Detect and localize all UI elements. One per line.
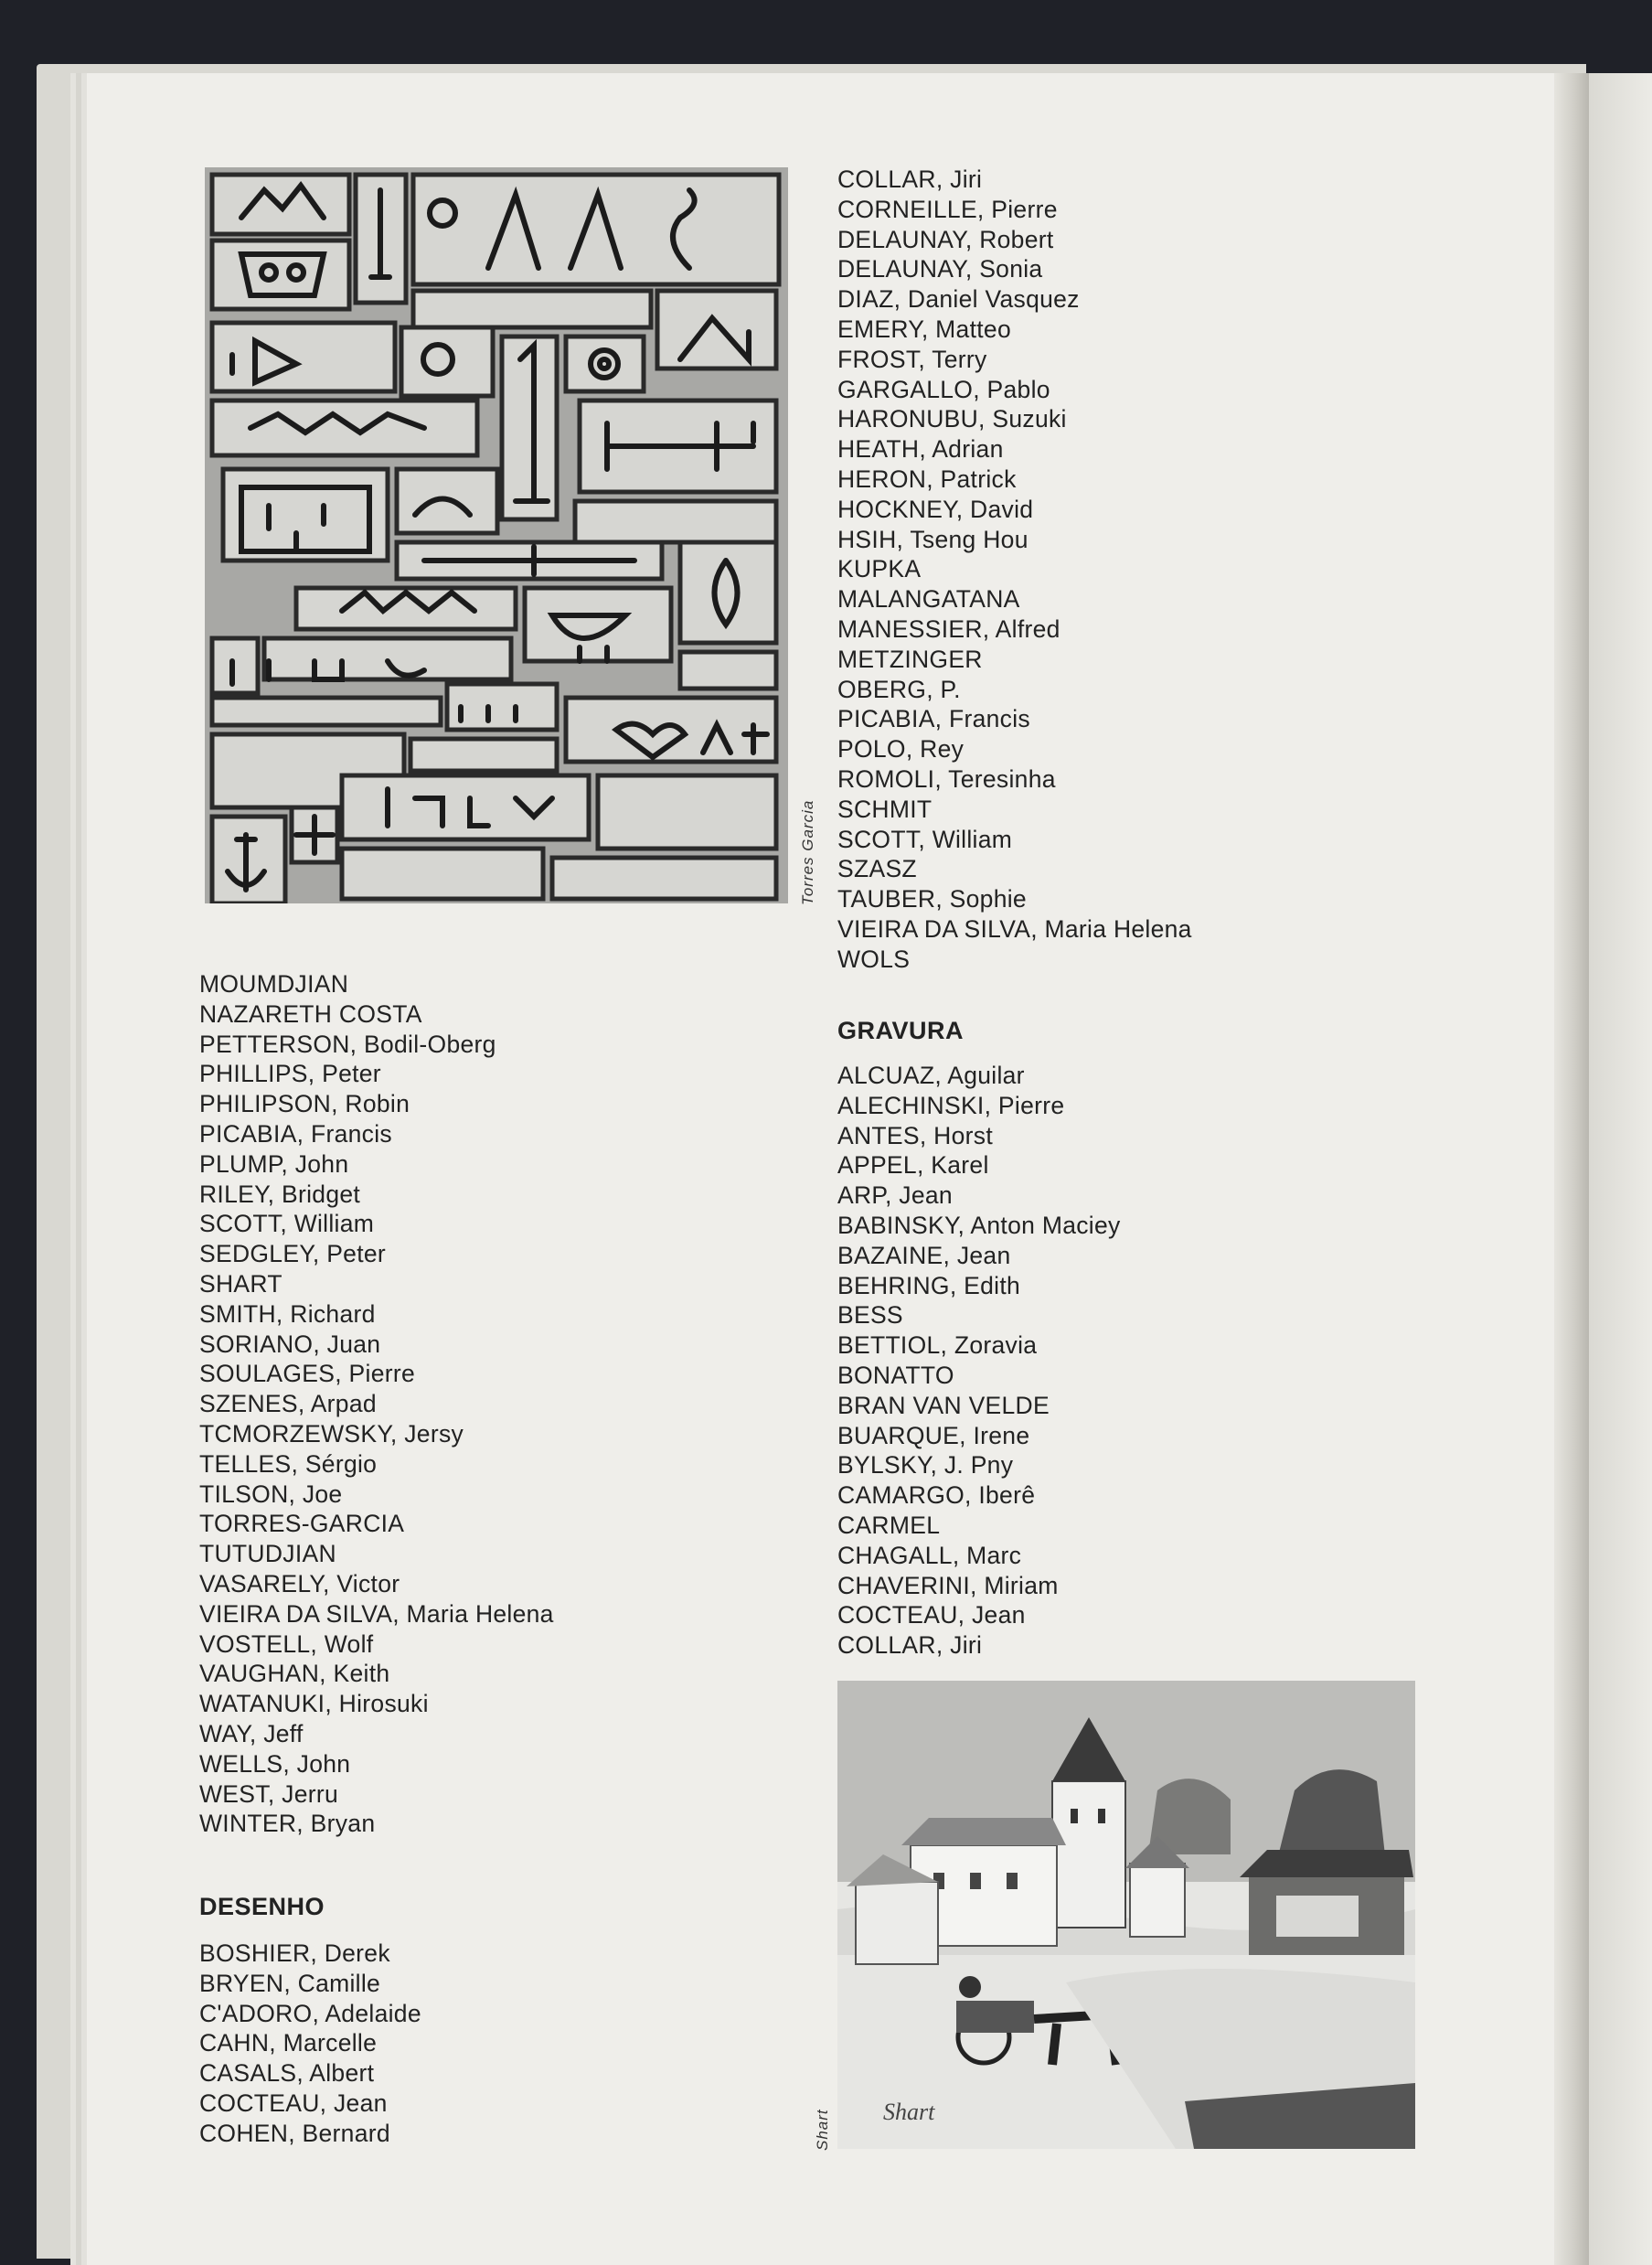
left-artist-list bbox=[199, 969, 554, 1839]
list-item: SEDGLEY, Peter bbox=[199, 1240, 387, 1268]
list-item: FROST, Terry bbox=[837, 345, 987, 373]
list-item: COLLAR, Jiri bbox=[837, 166, 983, 193]
list-item: ROMOLI, Teresinha bbox=[837, 764, 1056, 793]
list-item: PETTERSON, Bodil-Oberg bbox=[199, 1030, 496, 1058]
list-item: COLLAR, Jiri bbox=[837, 1631, 983, 1660]
torres-garcia-grid bbox=[205, 167, 788, 903]
list-item: SCOTT, William bbox=[199, 1210, 375, 1238]
list-item: RILEY, Bridget bbox=[199, 1180, 361, 1208]
list-item: CAMARGO, Iberê bbox=[837, 1481, 1036, 1510]
list-item: PHILIPSON, Robin bbox=[199, 1090, 410, 1118]
list-item: MALANGATANA bbox=[837, 585, 1020, 614]
list-item: VIEIRA DA SILVA, Maria Helena bbox=[199, 1599, 554, 1628]
list-item: BABINSKY, Anton Maciey bbox=[837, 1211, 1121, 1239]
list-item: CORNEILLE, Pierre bbox=[837, 195, 1058, 223]
list-item: CAHN, Marcelle bbox=[199, 2029, 378, 2057]
list-item: DELAUNAY, Sonia bbox=[837, 255, 1043, 283]
list-item: HARONUBU, Suzuki bbox=[837, 405, 1067, 433]
list-item: PICABIA, Francis bbox=[837, 705, 1030, 733]
list-item: WELLS, John bbox=[199, 1749, 351, 1778]
list-item: SCHMIT bbox=[837, 795, 933, 823]
list-item: WINTER, Bryan bbox=[199, 1810, 376, 1838]
list-item: COHEN, Bernard bbox=[199, 2119, 390, 2147]
list-item: TORRES-GARCIA bbox=[199, 1510, 405, 1538]
list-item: BUARQUE, Irene bbox=[837, 1421, 1030, 1449]
list-item: CHAVERINI, Miriam bbox=[837, 1571, 1059, 1599]
list-item: DELAUNAY, Robert bbox=[837, 225, 1054, 253]
list-item: DIAZ, Daniel Vasquez bbox=[837, 285, 1080, 314]
list-item: SORIANO, Juan bbox=[199, 1330, 381, 1358]
list-item: BEHRING, Edith bbox=[837, 1271, 1021, 1299]
list-item: TELLES, Sérgio bbox=[199, 1449, 378, 1478]
list-item: BOSHIER, Derek bbox=[199, 1939, 390, 1967]
list-item: C'ADORO, Adelaide bbox=[199, 1999, 421, 2027]
list-item: SCOTT, William bbox=[837, 825, 1013, 853]
facing-page-edge bbox=[1589, 73, 1652, 2265]
list-item: PICABIA, Francis bbox=[199, 1119, 392, 1148]
list-item: SZASZ bbox=[837, 855, 917, 883]
desenho-heading: DESENHO bbox=[199, 1893, 325, 1920]
list-item: BYLSKY, J. Pny bbox=[837, 1451, 1014, 1480]
list-item: VOSTELL, Wolf bbox=[199, 1629, 374, 1658]
list-item: BRAN VAN VELDE bbox=[837, 1391, 1050, 1419]
list-item: METZINGER bbox=[837, 645, 983, 673]
list-item: CARMEL bbox=[837, 1511, 941, 1539]
list-item: MOUMDJIAN bbox=[199, 970, 349, 998]
list-item: PHILLIPS, Peter bbox=[199, 1060, 381, 1088]
list-item: ARP, Jean bbox=[837, 1181, 953, 1210]
list-item: WAY, Jeff bbox=[199, 1719, 304, 1747]
list-item: NAZARETH COSTA bbox=[199, 999, 422, 1028]
list-item: EMERY, Matteo bbox=[837, 315, 1011, 343]
list-item: COCTEAU, Jean bbox=[837, 1601, 1026, 1629]
list-item: TCMORZEWSKY, Jersy bbox=[199, 1419, 464, 1448]
book-spine bbox=[1554, 73, 1589, 2265]
list-item: TILSON, Joe bbox=[199, 1480, 343, 1508]
gravura-artist-list bbox=[837, 1061, 1121, 1661]
torres-garcia-credit: Torres Garcia bbox=[799, 799, 816, 905]
list-item: POLO, Rey bbox=[837, 735, 965, 764]
gravura-heading: GRAVURA bbox=[837, 1017, 964, 1044]
list-item: ALCUAZ, Aguilar bbox=[837, 1062, 1025, 1089]
list-item: HEATH, Adrian bbox=[837, 435, 1004, 464]
list-item: OBERG, P. bbox=[837, 675, 961, 703]
list-item: CASALS, Albert bbox=[199, 2059, 375, 2088]
list-item: SMITH, Richard bbox=[199, 1299, 376, 1328]
list-item: BRYEN, Camille bbox=[199, 1969, 381, 1997]
list-item: HOCKNEY, David bbox=[837, 495, 1034, 523]
list-item: VASARELY, Victor bbox=[199, 1569, 400, 1597]
shart-signature: Shart bbox=[883, 2099, 935, 2125]
list-item: CHAGALL, Marc bbox=[837, 1541, 1022, 1569]
shart-village-scene bbox=[837, 1681, 1415, 2149]
list-item: WOLS bbox=[837, 945, 911, 973]
list-item: BESS bbox=[837, 1301, 903, 1330]
list-item: WEST, Jerru bbox=[199, 1779, 339, 1808]
list-item: TAUBER, Sophie bbox=[837, 885, 1027, 913]
list-item: HERON, Patrick bbox=[837, 465, 1017, 493]
list-item: VIEIRA DA SILVA, Maria Helena bbox=[837, 914, 1192, 943]
list-item: VAUGHAN, Keith bbox=[199, 1660, 390, 1688]
list-item: BONATTO bbox=[837, 1361, 954, 1389]
list-item: MANESSIER, Alfred bbox=[837, 614, 1060, 643]
list-item: HSIH, Tseng Hou bbox=[837, 525, 1029, 553]
list-item: SHART bbox=[199, 1269, 282, 1298]
list-item: GARGALLO, Pablo bbox=[837, 375, 1050, 403]
desenho-artist-list bbox=[199, 1939, 421, 2149]
list-item: APPEL, Karel bbox=[837, 1151, 989, 1180]
list-item: ALECHINSKI, Pierre bbox=[837, 1091, 1065, 1119]
shart-credit: Shart bbox=[814, 2109, 831, 2151]
shart-artwork bbox=[837, 1681, 1415, 2149]
list-item: SZENES, Arpad bbox=[199, 1390, 377, 1418]
list-item: KUPKA bbox=[837, 555, 922, 583]
torres-garcia-artwork bbox=[205, 167, 788, 903]
list-item: BAZAINE, Jean bbox=[837, 1241, 1011, 1269]
list-item: ANTES, Horst bbox=[837, 1121, 993, 1149]
list-item: COCTEAU, Jean bbox=[199, 2089, 388, 2117]
list-item: TUTUDJIAN bbox=[199, 1540, 336, 1568]
upper-right-artist-list bbox=[837, 165, 1192, 975]
list-item: BETTIOL, Zoravia bbox=[837, 1331, 1038, 1360]
list-item: WATANUKI, Hirosuki bbox=[199, 1690, 429, 1718]
list-item: SOULAGES, Pierre bbox=[199, 1360, 416, 1388]
list-item: PLUMP, John bbox=[199, 1149, 349, 1178]
